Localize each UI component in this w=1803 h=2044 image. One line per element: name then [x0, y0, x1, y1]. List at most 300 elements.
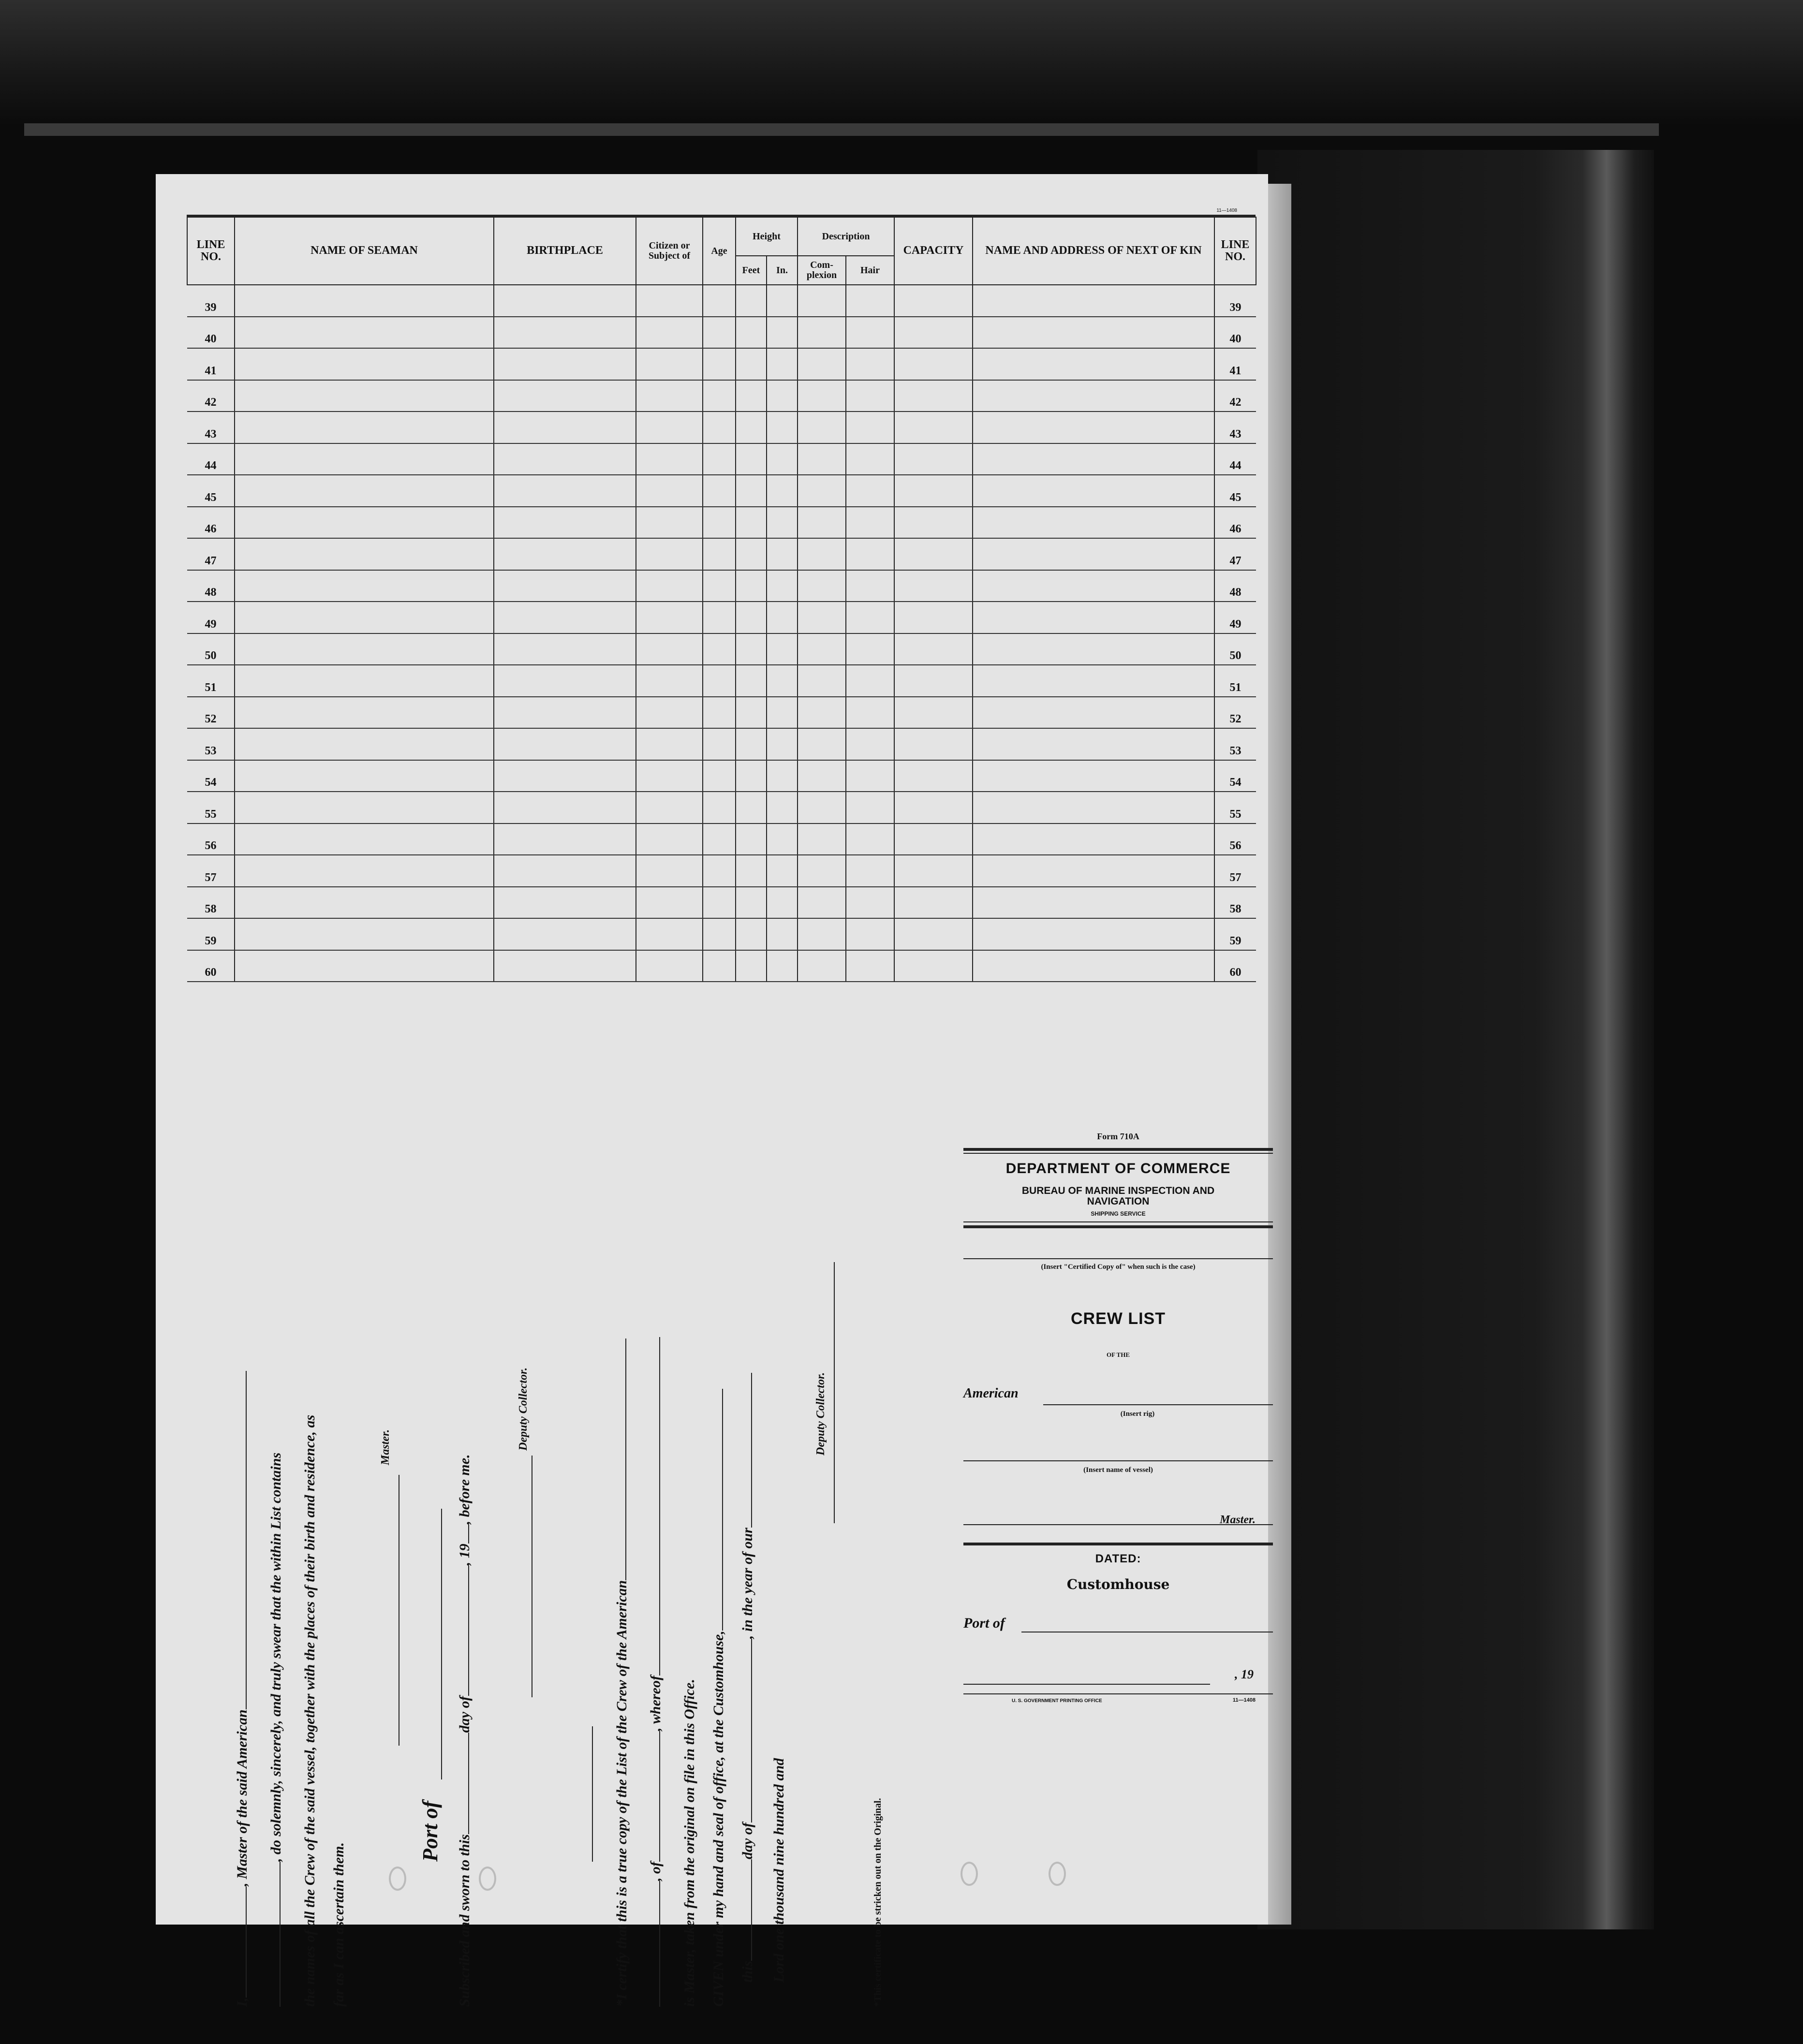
cell-name[interactable]	[235, 823, 494, 855]
cell-name[interactable]	[235, 792, 494, 823]
separator-line	[592, 1726, 593, 1862]
cell-citizen[interactable]	[636, 475, 703, 507]
cell-age[interactable]	[703, 918, 736, 950]
cell-next-of-kin[interactable]	[973, 538, 1214, 570]
header-line-no-right: LINE NO.	[1214, 217, 1256, 285]
cover-panel	[963, 1132, 1273, 1983]
punch-hole	[1049, 1862, 1066, 1886]
cell-citizen[interactable]	[636, 443, 703, 475]
cell-next-of-kin[interactable]	[973, 760, 1214, 792]
header-age: Age	[703, 217, 736, 285]
cell-complexion[interactable]	[798, 728, 846, 760]
cell-name[interactable]	[235, 380, 494, 412]
header-feet: Feet	[736, 256, 767, 285]
cover-port-of: Port of	[963, 1615, 1005, 1631]
cell-citizen[interactable]	[636, 792, 703, 823]
cell-citizen[interactable]	[636, 380, 703, 412]
cell-complexion[interactable]	[798, 475, 846, 507]
cell-inches[interactable]	[767, 697, 798, 729]
cell-age[interactable]	[703, 507, 736, 539]
cell-age[interactable]	[703, 697, 736, 729]
cell-citizen[interactable]	[636, 950, 703, 982]
cell-complexion[interactable]	[798, 633, 846, 665]
subscribed-day-blank[interactable]	[468, 1733, 469, 1834]
line-number-right: 56	[1214, 823, 1256, 855]
cell-birthplace[interactable]	[494, 728, 636, 760]
cell-capacity[interactable]	[894, 823, 973, 855]
cell-feet[interactable]	[736, 950, 767, 982]
cell-complexion[interactable]	[798, 317, 846, 349]
cell-feet[interactable]	[736, 665, 767, 697]
cell-next-of-kin[interactable]	[973, 602, 1214, 633]
header-complexion: Com- plexion	[798, 256, 846, 285]
department-title: DEPARTMENT OF COMMERCE	[1005, 1161, 1231, 1176]
header-birthplace: BIRTHPLACE	[494, 217, 636, 285]
cell-inches[interactable]	[767, 348, 798, 380]
cover-rule-6	[963, 1693, 1273, 1694]
cell-name[interactable]	[235, 285, 494, 317]
table-row	[187, 918, 1256, 950]
cell-age[interactable]	[703, 728, 736, 760]
cell-capacity[interactable]	[894, 728, 973, 760]
line-number-right: 44	[1214, 443, 1256, 475]
certificate-line-3: is Master, taken from the original on file in this Office.	[681, 1679, 697, 2007]
cell-inches[interactable]	[767, 792, 798, 823]
line-number: 48	[187, 570, 235, 602]
cell-capacity[interactable]	[894, 602, 973, 633]
cell-capacity[interactable]	[894, 665, 973, 697]
cell-inches[interactable]	[767, 317, 798, 349]
cell-inches[interactable]	[767, 950, 798, 982]
cell-citizen[interactable]	[636, 285, 703, 317]
cert-month-blank[interactable]	[751, 1639, 752, 1823]
cell-complexion[interactable]	[798, 538, 846, 570]
line-number-right: 59	[1214, 918, 1256, 950]
cell-name[interactable]	[235, 507, 494, 539]
cell-age[interactable]	[703, 950, 736, 982]
cell-birthplace[interactable]	[494, 443, 636, 475]
cell-citizen[interactable]	[636, 538, 703, 570]
cell-feet[interactable]	[736, 380, 767, 412]
cell-complexion[interactable]	[798, 380, 846, 412]
cell-capacity[interactable]	[894, 317, 973, 349]
cover-date-line[interactable]	[963, 1684, 1210, 1685]
cell-complexion[interactable]	[798, 570, 846, 602]
cell-complexion[interactable]	[798, 665, 846, 697]
line-number-right: 51	[1214, 665, 1256, 697]
cell-feet[interactable]	[736, 412, 767, 443]
cell-feet[interactable]	[736, 728, 767, 760]
cell-name[interactable]	[235, 348, 494, 380]
cell-capacity[interactable]	[894, 380, 973, 412]
cell-feet[interactable]	[736, 348, 767, 380]
header-line-no: LINE NO.	[187, 217, 235, 285]
cell-name[interactable]	[235, 602, 494, 633]
vessel-blank-2[interactable]	[280, 1862, 281, 2007]
line-number: 47	[187, 538, 235, 570]
cover-rule-3	[963, 1221, 1273, 1222]
cell-next-of-kin[interactable]	[973, 918, 1214, 950]
table-row	[187, 697, 1256, 729]
line-number-right: 46	[1214, 507, 1256, 539]
cell-next-of-kin[interactable]	[973, 633, 1214, 665]
cell-next-of-kin[interactable]	[973, 728, 1214, 760]
cell-hair[interactable]	[846, 507, 894, 539]
cell-name[interactable]	[235, 728, 494, 760]
cell-capacity[interactable]	[894, 443, 973, 475]
cell-age[interactable]	[703, 792, 736, 823]
cell-birthplace[interactable]	[494, 380, 636, 412]
cell-next-of-kin[interactable]	[973, 317, 1214, 349]
cell-inches[interactable]	[767, 507, 798, 539]
customhouse-label: Customhouse	[1066, 1576, 1170, 1592]
cell-feet[interactable]	[736, 792, 767, 823]
cell-hair[interactable]	[846, 285, 894, 317]
cell-age[interactable]	[703, 348, 736, 380]
cell-birthplace[interactable]	[494, 538, 636, 570]
line-number: 59	[187, 918, 235, 950]
cell-name[interactable]	[235, 760, 494, 792]
cell-age[interactable]	[703, 823, 736, 855]
table-row	[187, 538, 1256, 570]
line-number: 53	[187, 728, 235, 760]
line-number: 52	[187, 697, 235, 729]
cell-age[interactable]	[703, 602, 736, 633]
cell-next-of-kin[interactable]	[973, 697, 1214, 729]
cell-age[interactable]	[703, 412, 736, 443]
cell-hair[interactable]	[846, 443, 894, 475]
cell-name[interactable]	[235, 665, 494, 697]
cell-hair[interactable]	[846, 665, 894, 697]
cell-next-of-kin[interactable]	[973, 823, 1214, 855]
line-number: 58	[187, 887, 235, 919]
table-row	[187, 443, 1256, 475]
punch-hole	[961, 1862, 978, 1886]
cell-complexion[interactable]	[798, 855, 846, 887]
cell-age[interactable]	[703, 665, 736, 697]
cell-next-of-kin[interactable]	[973, 443, 1214, 475]
oath-port-of: Port of	[418, 1801, 442, 1862]
cell-next-of-kin[interactable]	[973, 348, 1214, 380]
cell-citizen[interactable]	[636, 317, 703, 349]
cell-feet[interactable]	[736, 507, 767, 539]
vessel-name-line[interactable]	[963, 1460, 1273, 1461]
cell-hair[interactable]	[846, 887, 894, 919]
cell-feet[interactable]	[736, 633, 767, 665]
cell-capacity[interactable]	[894, 760, 973, 792]
certificate-of-blank[interactable]	[659, 1731, 660, 1862]
cell-capacity[interactable]	[894, 348, 973, 380]
cell-hair[interactable]	[846, 918, 894, 950]
cell-hair[interactable]	[846, 728, 894, 760]
cell-hair[interactable]	[846, 950, 894, 982]
cell-inches[interactable]	[767, 760, 798, 792]
cell-hair[interactable]	[846, 317, 894, 349]
cell-hair[interactable]	[846, 792, 894, 823]
cell-birthplace[interactable]	[494, 887, 636, 919]
cell-birthplace[interactable]	[494, 602, 636, 633]
cell-citizen[interactable]	[636, 348, 703, 380]
cell-age[interactable]	[703, 317, 736, 349]
cell-age[interactable]	[703, 760, 736, 792]
cell-capacity[interactable]	[894, 412, 973, 443]
subscribed-year-blank[interactable]	[468, 1524, 469, 1544]
cell-complexion[interactable]	[798, 602, 846, 633]
cell-complexion[interactable]	[798, 918, 846, 950]
cell-complexion[interactable]	[798, 792, 846, 823]
cell-capacity[interactable]	[894, 887, 973, 919]
cell-feet[interactable]	[736, 285, 767, 317]
cell-birthplace[interactable]	[494, 285, 636, 317]
certified-copy-line[interactable]	[963, 1258, 1273, 1259]
cell-hair[interactable]	[846, 823, 894, 855]
cell-complexion[interactable]	[798, 697, 846, 729]
oath-line-4: far as I can ascertain them.	[331, 1842, 347, 2007]
cell-birthplace[interactable]	[494, 792, 636, 823]
cell-name[interactable]	[235, 697, 494, 729]
line-number-right: 48	[1214, 570, 1256, 602]
cell-citizen[interactable]	[636, 507, 703, 539]
cell-capacity[interactable]	[894, 507, 973, 539]
table-row	[187, 507, 1256, 539]
rig-line[interactable]	[1043, 1404, 1273, 1405]
cell-next-of-kin[interactable]	[973, 855, 1214, 887]
cell-complexion[interactable]	[798, 443, 846, 475]
cell-hair[interactable]	[846, 348, 894, 380]
cell-citizen[interactable]	[636, 918, 703, 950]
cell-age[interactable]	[703, 285, 736, 317]
line-number-right: 43	[1214, 412, 1256, 443]
line-number-right: 50	[1214, 633, 1256, 665]
cell-complexion[interactable]	[798, 412, 846, 443]
cell-age[interactable]	[703, 887, 736, 919]
cell-feet[interactable]	[736, 823, 767, 855]
cell-feet[interactable]	[736, 697, 767, 729]
crew-list-title: CREW LIST	[1071, 1309, 1166, 1328]
cell-feet[interactable]	[736, 570, 767, 602]
cell-citizen[interactable]	[636, 633, 703, 665]
cell-complexion[interactable]	[798, 887, 846, 919]
cell-inches[interactable]	[767, 570, 798, 602]
cell-capacity[interactable]	[894, 570, 973, 602]
vessel-name-blank[interactable]	[246, 1371, 247, 1709]
cell-hair[interactable]	[846, 475, 894, 507]
cell-next-of-kin[interactable]	[973, 285, 1214, 317]
cell-inches[interactable]	[767, 412, 798, 443]
cell-name[interactable]	[235, 950, 494, 982]
cell-capacity[interactable]	[894, 633, 973, 665]
cell-birthplace[interactable]	[494, 823, 636, 855]
cell-age[interactable]	[703, 855, 736, 887]
certificate-port-blank[interactable]	[659, 1881, 660, 2007]
cell-feet[interactable]	[736, 760, 767, 792]
punch-hole	[479, 1867, 496, 1891]
line-number: 43	[187, 412, 235, 443]
line-number-right: 39	[1214, 285, 1256, 317]
cell-name[interactable]	[235, 633, 494, 665]
cell-age[interactable]	[703, 633, 736, 665]
cell-next-of-kin[interactable]	[973, 412, 1214, 443]
cell-birthplace[interactable]	[494, 950, 636, 982]
line-number: 44	[187, 443, 235, 475]
table-row	[187, 855, 1256, 887]
cell-feet[interactable]	[736, 475, 767, 507]
cell-age[interactable]	[703, 475, 736, 507]
cell-name[interactable]	[235, 475, 494, 507]
cell-inches[interactable]	[767, 633, 798, 665]
cell-hair[interactable]	[846, 602, 894, 633]
table-row	[187, 602, 1256, 633]
line-number: 46	[187, 507, 235, 539]
cell-age[interactable]	[703, 380, 736, 412]
cell-citizen[interactable]	[636, 855, 703, 887]
cell-hair[interactable]	[846, 570, 894, 602]
cell-hair[interactable]	[846, 380, 894, 412]
cell-inches[interactable]	[767, 887, 798, 919]
cell-next-of-kin[interactable]	[973, 665, 1214, 697]
cell-citizen[interactable]	[636, 412, 703, 443]
cell-capacity[interactable]	[894, 855, 973, 887]
cell-feet[interactable]	[736, 538, 767, 570]
cert-deputy-signature-line[interactable]	[834, 1262, 835, 1523]
crew-table-body	[187, 285, 1256, 982]
certificate-footnote: *This certificate to be stricken out on the Original.	[872, 1798, 883, 2007]
table-row	[187, 317, 1256, 349]
oath-block	[234, 1214, 960, 2007]
cell-hair[interactable]	[846, 633, 894, 665]
line-number-right: 57	[1214, 855, 1256, 887]
cell-next-of-kin[interactable]	[973, 570, 1214, 602]
cell-next-of-kin[interactable]	[973, 887, 1214, 919]
punch-hole	[389, 1867, 406, 1891]
cell-inches[interactable]	[767, 443, 798, 475]
cert-day-blank[interactable]	[751, 1859, 752, 1961]
cell-birthplace[interactable]	[494, 665, 636, 697]
cell-name[interactable]	[235, 443, 494, 475]
cell-citizen[interactable]	[636, 760, 703, 792]
american-label: American	[963, 1386, 1019, 1401]
customhouse-blank[interactable]	[722, 1389, 723, 1631]
cell-inches[interactable]	[767, 823, 798, 855]
cell-next-of-kin[interactable]	[973, 792, 1214, 823]
cell-age[interactable]	[703, 538, 736, 570]
cell-birthplace[interactable]	[494, 412, 636, 443]
table-row	[187, 760, 1256, 792]
cell-inches[interactable]	[767, 665, 798, 697]
cell-citizen[interactable]	[636, 728, 703, 760]
cell-capacity[interactable]	[894, 697, 973, 729]
line-number: 41	[187, 348, 235, 380]
insert-vessel-note: (Insert name of vessel)	[1083, 1466, 1153, 1474]
table-row	[187, 285, 1256, 317]
cell-capacity[interactable]	[894, 792, 973, 823]
cell-birthplace[interactable]	[494, 348, 636, 380]
cell-birthplace[interactable]	[494, 317, 636, 349]
cell-next-of-kin[interactable]	[973, 380, 1214, 412]
cell-next-of-kin[interactable]	[973, 950, 1214, 982]
cell-birthplace[interactable]	[494, 855, 636, 887]
cell-citizen[interactable]	[636, 570, 703, 602]
cell-hair[interactable]	[846, 538, 894, 570]
certificate-vessel-blank[interactable]	[625, 1338, 626, 1580]
cell-feet[interactable]	[736, 887, 767, 919]
cell-inches[interactable]	[767, 475, 798, 507]
oath-port-line[interactable]	[441, 1509, 442, 1779]
cell-feet[interactable]	[736, 443, 767, 475]
cell-birthplace[interactable]	[494, 918, 636, 950]
cell-birthplace[interactable]	[494, 507, 636, 539]
cell-hair[interactable]	[846, 855, 894, 887]
cell-inches[interactable]	[767, 855, 798, 887]
cell-inches[interactable]	[767, 380, 798, 412]
cover-rule-4	[963, 1225, 1273, 1228]
cell-inches[interactable]	[767, 602, 798, 633]
cell-complexion[interactable]	[798, 823, 846, 855]
cell-name[interactable]	[235, 887, 494, 919]
cell-capacity[interactable]	[894, 950, 973, 982]
cell-birthplace[interactable]	[494, 475, 636, 507]
subscribed-month-blank[interactable]	[468, 1565, 469, 1696]
cell-inches[interactable]	[767, 918, 798, 950]
cell-name[interactable]	[235, 538, 494, 570]
cell-complexion[interactable]	[798, 348, 846, 380]
cell-feet[interactable]	[736, 317, 767, 349]
cell-hair[interactable]	[846, 412, 894, 443]
cell-capacity[interactable]	[894, 475, 973, 507]
cell-complexion[interactable]	[798, 507, 846, 539]
cell-hair[interactable]	[846, 760, 894, 792]
cell-birthplace[interactable]	[494, 760, 636, 792]
cell-feet[interactable]	[736, 855, 767, 887]
cell-citizen[interactable]	[636, 665, 703, 697]
cell-name[interactable]	[235, 317, 494, 349]
cell-complexion[interactable]	[798, 950, 846, 982]
cell-hair[interactable]	[846, 697, 894, 729]
cell-birthplace[interactable]	[494, 697, 636, 729]
cell-next-of-kin[interactable]	[973, 475, 1214, 507]
cell-capacity[interactable]	[894, 285, 973, 317]
cell-capacity[interactable]	[894, 538, 973, 570]
cell-complexion[interactable]	[798, 285, 846, 317]
cell-citizen[interactable]	[636, 887, 703, 919]
cell-capacity[interactable]	[894, 918, 973, 950]
cell-name[interactable]	[235, 918, 494, 950]
cell-citizen[interactable]	[636, 823, 703, 855]
cell-age[interactable]	[703, 443, 736, 475]
cell-citizen[interactable]	[636, 602, 703, 633]
cell-name[interactable]	[235, 412, 494, 443]
cell-feet[interactable]	[736, 918, 767, 950]
cell-name[interactable]	[235, 570, 494, 602]
cell-birthplace[interactable]	[494, 633, 636, 665]
cell-age[interactable]	[703, 570, 736, 602]
cell-citizen[interactable]	[636, 697, 703, 729]
crew-table	[187, 217, 1256, 982]
cell-name[interactable]	[235, 855, 494, 887]
line-number-right: 54	[1214, 760, 1256, 792]
cell-inches[interactable]	[767, 728, 798, 760]
certificate-whereof-blank[interactable]	[659, 1337, 660, 1676]
certificate-line-6: Lord one thousand nine hundred and	[771, 1758, 787, 1983]
cell-inches[interactable]	[767, 285, 798, 317]
cell-next-of-kin[interactable]	[973, 507, 1214, 539]
cert-year-blank[interactable]	[751, 1373, 752, 1528]
master-name-blank[interactable]	[246, 1886, 247, 1998]
cell-complexion[interactable]	[798, 760, 846, 792]
cell-birthplace[interactable]	[494, 570, 636, 602]
cell-inches[interactable]	[767, 538, 798, 570]
cell-feet[interactable]	[736, 602, 767, 633]
